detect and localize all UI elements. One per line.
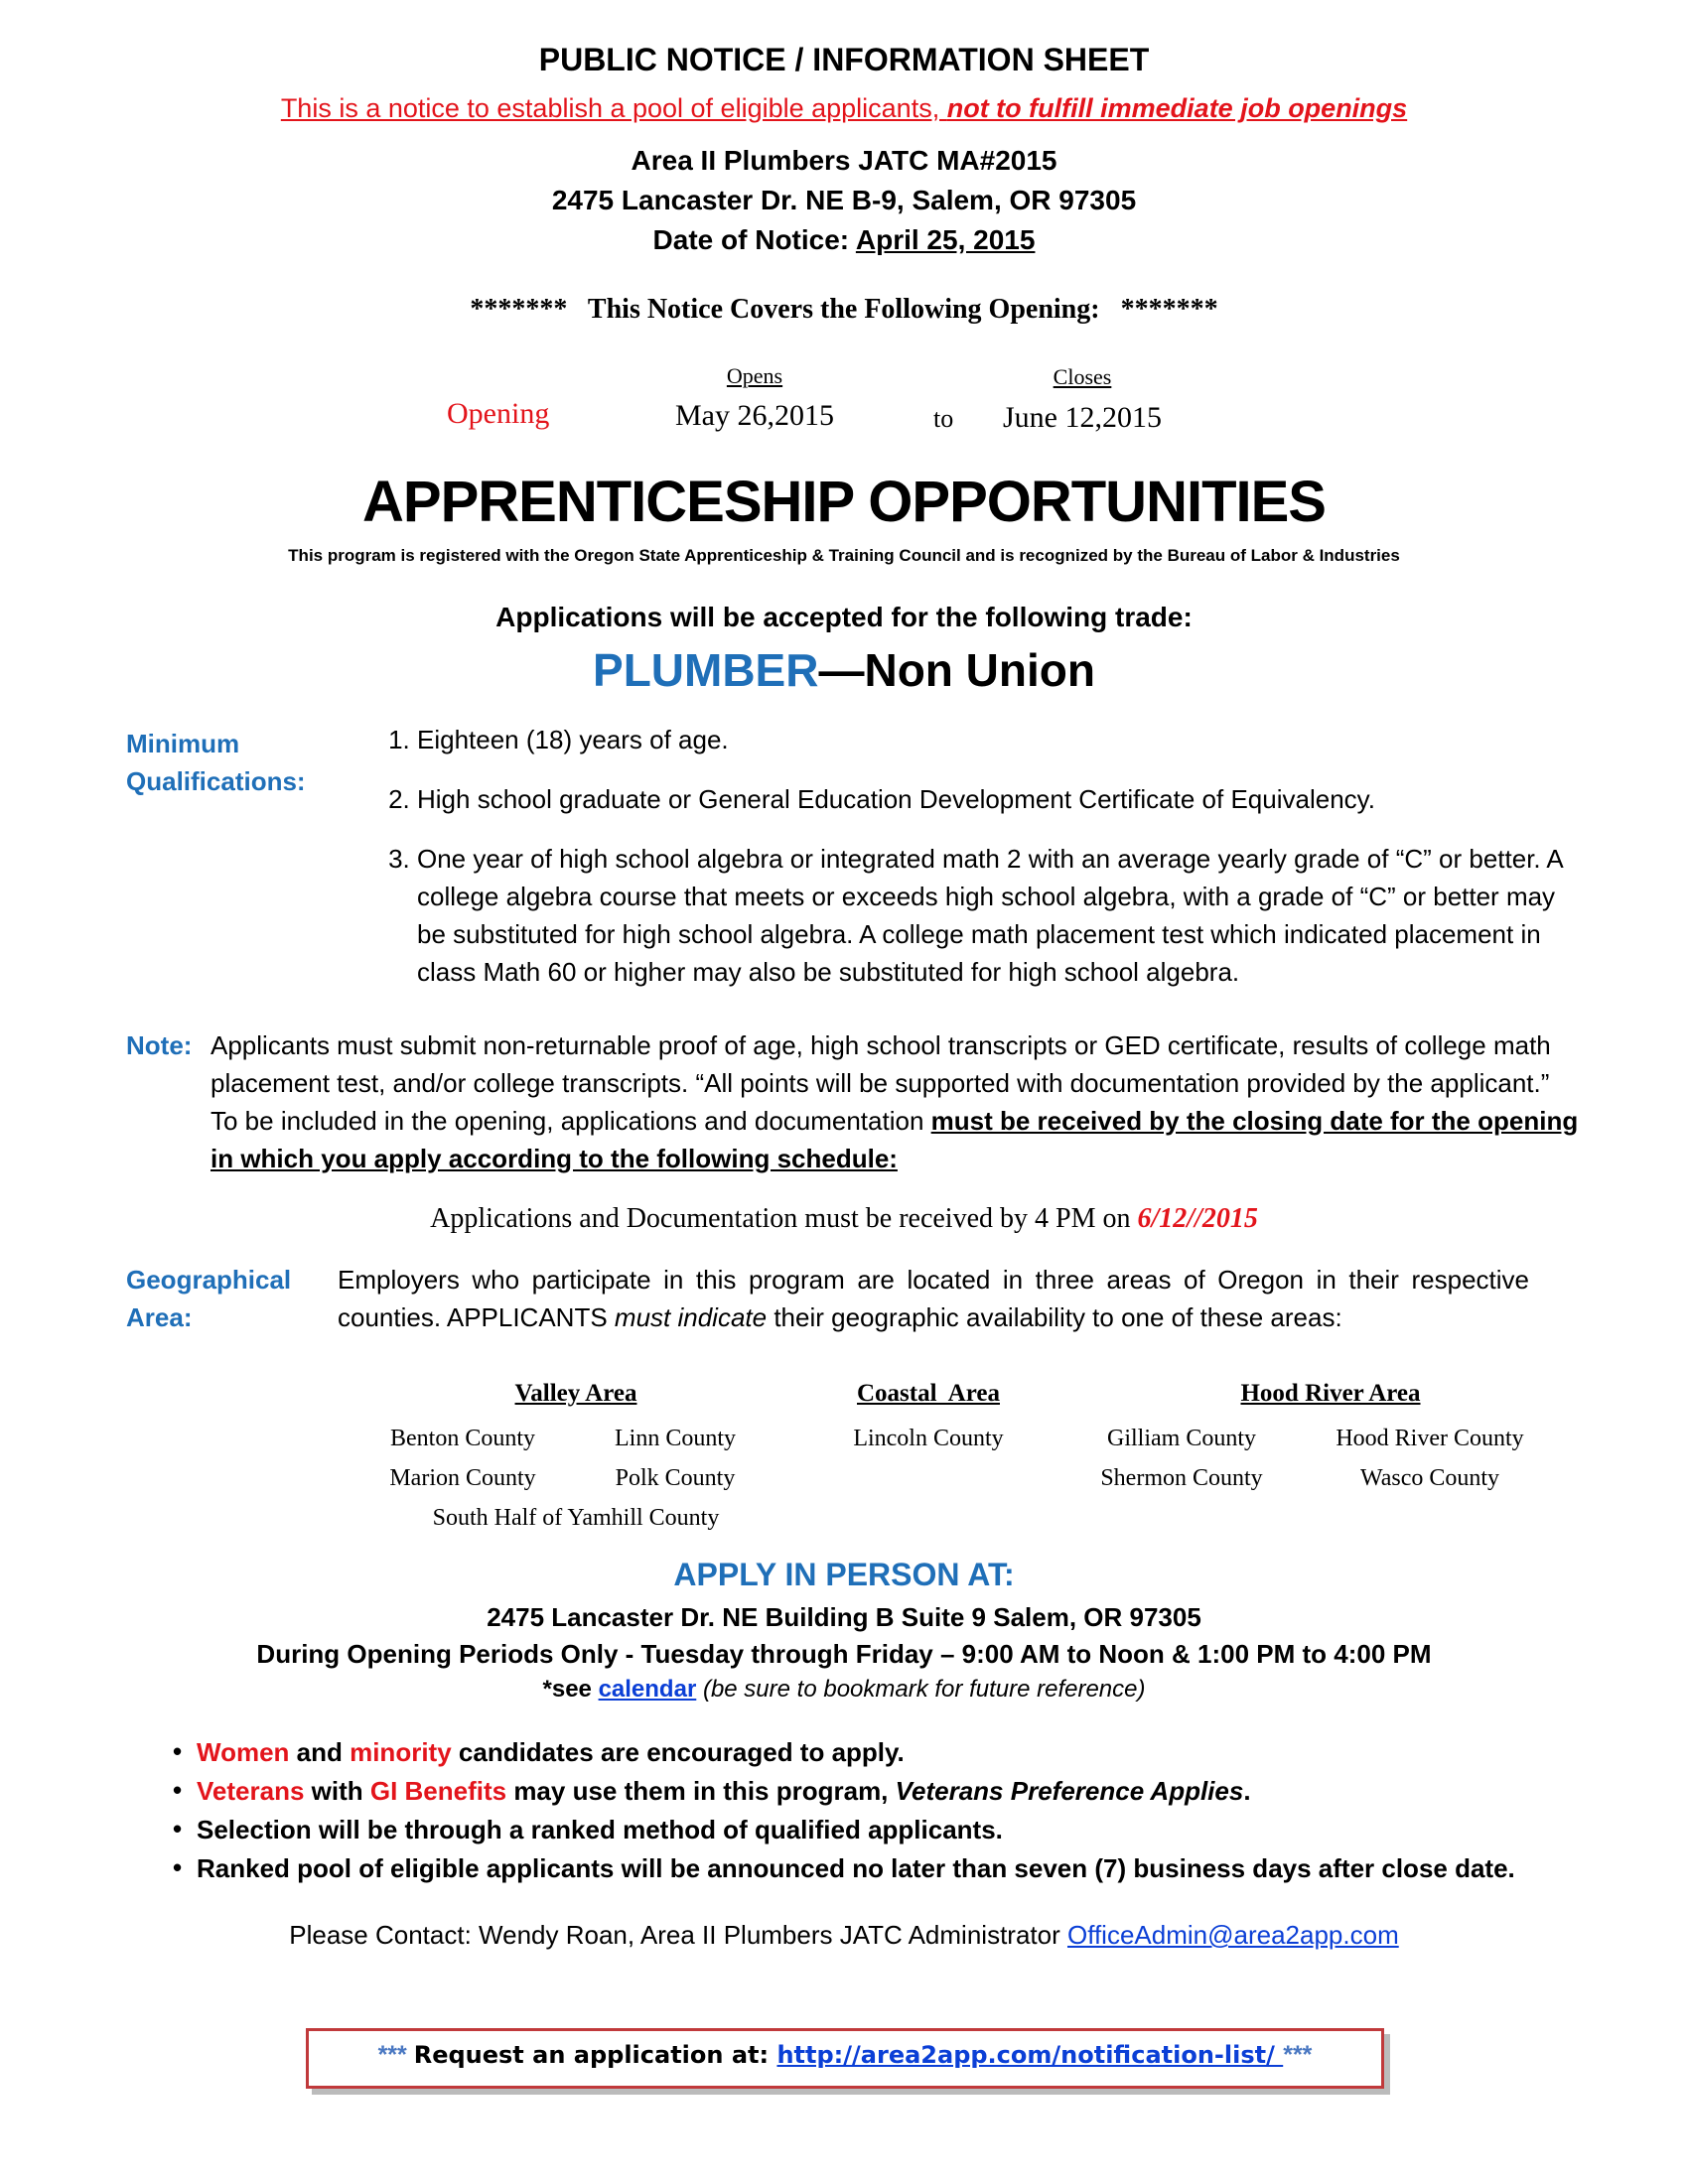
minority-text: minority <box>350 1737 452 1767</box>
org-address: 2475 Lancaster Dr. NE B-9, Salem, OR 97305 <box>551 185 1137 215</box>
bullet-text: and <box>289 1737 351 1767</box>
qualifications-label <box>126 725 306 800</box>
geo-text-italic: must indicate <box>614 1302 768 1332</box>
request-label: Request an application at: <box>413 2041 777 2069</box>
apply-hours: During Opening Periods Only - Tuesday through Friday – 9:00 AM to Noon & 1:00 PM to 4:00 PM <box>256 1639 1432 1669</box>
note-body: Applicants must submit non-returnable proof of age, high school transcripts or GED certificate, results of college math placement test, and/or college transcripts. “All points will be supported with documentation provided by the applicant.” To be included in the opening, applications and documentation <box>211 1030 1551 1136</box>
qualification-item: 1. Eighteen (18) years of age. <box>417 721 1587 758</box>
org-name: Area II Plumbers JATC MA#2015 <box>631 145 1057 176</box>
county-item: Marion County <box>389 1465 536 1491</box>
geo-text-part1: Employers who participate in this program are located in three areas of Oregon in their respective counties. APPLICANTS <box>338 1265 1529 1332</box>
date-label: Date of Notice: <box>652 224 850 255</box>
to-label: to <box>933 404 954 433</box>
apply-address: 2475 Lancaster Dr. NE Building B Suite 9 Salem, OR 97305 <box>487 1602 1201 1632</box>
county-item: Gilliam County <box>1107 1426 1256 1451</box>
request-stars: *** <box>377 2041 407 2069</box>
gi-benefits-text: GI Benefits <box>369 1776 507 1806</box>
note-text <box>211 1026 1581 1177</box>
notice-title: PUBLIC NOTICE / INFORMATION SHEET <box>538 42 1150 77</box>
see-suffix: (be sure to bookmark for future reference) <box>696 1676 1146 1703</box>
bullet-item <box>171 1737 1611 1768</box>
trade-heading <box>0 643 1688 697</box>
veterans-preference-text: Veterans Preference Applies <box>895 1776 1244 1806</box>
program-title: APPRENTICESHIP OPPORTUNITIES <box>362 470 1326 534</box>
deadline-date: 6/12//2015 <box>1137 1203 1258 1234</box>
county-item: Polk County <box>615 1465 736 1491</box>
geo-text-part2: their geographic availability to one of these areas: <box>767 1302 1342 1332</box>
opening-covers: ******* This Notice Covers the Following Opening: ******* <box>470 294 1218 325</box>
request-stars-end: *** <box>1283 2041 1313 2069</box>
geo-label <box>126 1261 291 1336</box>
trade-suffix: —Non Union <box>818 644 1095 696</box>
bullet-text: candidates are encouraged to apply. <box>451 1737 905 1767</box>
hood-river-area-title: Hood River Area <box>1240 1380 1421 1407</box>
bullet-text: with <box>304 1776 370 1806</box>
coastal-area-title: Coastal Area <box>857 1380 1000 1407</box>
qualification-item: 2. High school graduate or General Education Development Certificate of Equivalency. <box>417 780 1587 818</box>
opening-label: Opening <box>447 397 550 430</box>
veterans-text: Veterans <box>197 1776 305 1806</box>
closes-date: June 12,2015 <box>1003 401 1162 434</box>
bullet-item: • Selection will be through a ranked method of qualified applicants. <box>171 1815 1611 1845</box>
apply-title: APPLY IN PERSON AT: <box>673 1557 1015 1592</box>
opens-date: May 26,2015 <box>675 399 834 432</box>
bullet-item <box>171 1776 1611 1807</box>
bullet-text: . <box>1243 1776 1251 1806</box>
county-item: Benton County <box>389 1426 535 1451</box>
request-line <box>309 2041 1381 2070</box>
valley-area-title: Valley Area <box>514 1380 637 1407</box>
note-emphasis: must be received by the closing date for the opening in which you apply according to the following schedule: <box>211 1106 1579 1173</box>
qualifications-list <box>385 721 1587 1013</box>
notice-date <box>0 224 1688 256</box>
calendar-link[interactable]: calendar <box>598 1676 697 1703</box>
see-prefix: *see <box>542 1676 599 1703</box>
contact-email-link[interactable]: OfficeAdmin@area2app.com <box>1066 1920 1399 1950</box>
trade-name: PLUMBER <box>593 644 819 696</box>
geo-label-line1: Geographical <box>126 1265 292 1295</box>
geo-text <box>338 1261 1529 1336</box>
county-item: Wasco County <box>1359 1465 1500 1491</box>
note-label: Note: <box>126 1030 193 1060</box>
contact-text: Please Contact: Wendy Roan, Area II Plumbers JATC Administrator <box>289 1920 1067 1950</box>
bullet-item: • Ranked pool of eligible applicants will be announced no later than seven (7) business days after close date. <box>171 1853 1611 1884</box>
qualification-item: 3. One year of high school algebra or integrated math 2 with an average yearly grade of “C” or better. A college algebra course that meets or exceeds high school algebra, with a grade of “C” or better may be substituted for high school algebra. A college math placement test which indicated placement in class Math 60 or higher may also be substituted for high school algebra. <box>417 840 1587 991</box>
request-url-link[interactable]: http://area2app.com/notification-list/ <box>776 2041 1284 2069</box>
subtitle-text: This is a notice to establish a pool of eligible applicants, <box>280 93 947 123</box>
deadline <box>0 1203 1688 1235</box>
calendar-line <box>0 1676 1688 1704</box>
qualifications-label-line1: Minimum <box>126 729 240 758</box>
subtitle-emphasis: not to fulfill immediate job openings <box>946 93 1408 123</box>
program-registered: This program is registered with the Oregon State Apprenticeship & Training Council and is recognized by the Bureau of Labor & Industries <box>288 546 1400 565</box>
county-item: South Half of Yamhill County <box>432 1505 720 1531</box>
county-item: Linn County <box>614 1426 736 1451</box>
contact-line <box>0 1920 1688 1951</box>
date-value: April 25, 2015 <box>855 224 1036 255</box>
bullet-text: may use them in this program, <box>506 1776 896 1806</box>
county-item: Shermon County <box>1100 1465 1263 1491</box>
notice-subtitle <box>0 93 1688 124</box>
women-text: Women <box>197 1737 290 1767</box>
geo-label-line2: Area: <box>126 1302 193 1332</box>
applications-accepted: Applications will be accepted for the following trade: <box>495 602 1193 632</box>
bullet-list <box>171 1737 1611 1892</box>
request-application-box <box>306 2028 1384 2089</box>
county-item: Lincoln County <box>853 1426 1004 1451</box>
opens-label: Opens <box>726 363 783 388</box>
qualifications-label-line2: Qualifications: <box>126 766 306 796</box>
deadline-text: Applications and Documentation must be received by 4 PM on <box>430 1203 1138 1234</box>
county-item: Hood River County <box>1336 1426 1524 1451</box>
closes-label: Closes <box>1053 364 1112 389</box>
